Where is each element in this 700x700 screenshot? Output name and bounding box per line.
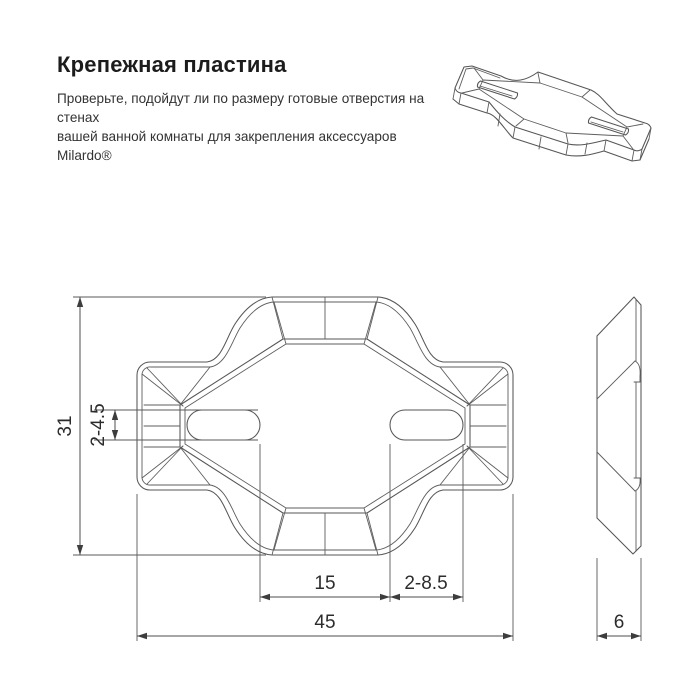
dim-label-overall-height: 31 [55,415,76,437]
front-slot-right [390,410,463,440]
page-description-line2: вашей ванной комнаты для закрепления аксессуаров Milardo® [57,129,397,163]
iso-top-face-outline [455,66,651,151]
side-profile-lines [597,300,640,551]
front-view [137,297,513,555]
dim-label-thickness: 6 [613,612,625,633]
page-description-line1: Проверьте, подойдут ли по размеру готовые отверстия на стенах [57,91,425,125]
front-slot-left [187,410,260,440]
dim-label-overall-width: 45 [314,612,336,633]
iso-slot-left-depth-line [480,86,512,96]
dim-label-slot-height: 2-4.5 [88,403,109,447]
dimension-slot-width [390,444,463,602]
iso-slot-right-depth-line [591,122,623,132]
side-view [597,297,641,554]
side-outline [597,297,641,554]
isometric-view [453,66,651,161]
front-plateau-base [180,339,470,513]
iso-bottom-silhouette [453,99,649,161]
dimension-slot-height [88,403,258,446]
page-title: Крепежная пластина [57,52,287,77]
iso-plateau-outline [479,80,627,136]
dimension-thickness [597,558,641,641]
dim-label-slot-gap: 15 [314,573,336,594]
dim-label-slot-width: 2-8.5 [404,573,448,594]
front-bevel-lines [142,297,508,555]
front-plateau-top [185,344,465,508]
